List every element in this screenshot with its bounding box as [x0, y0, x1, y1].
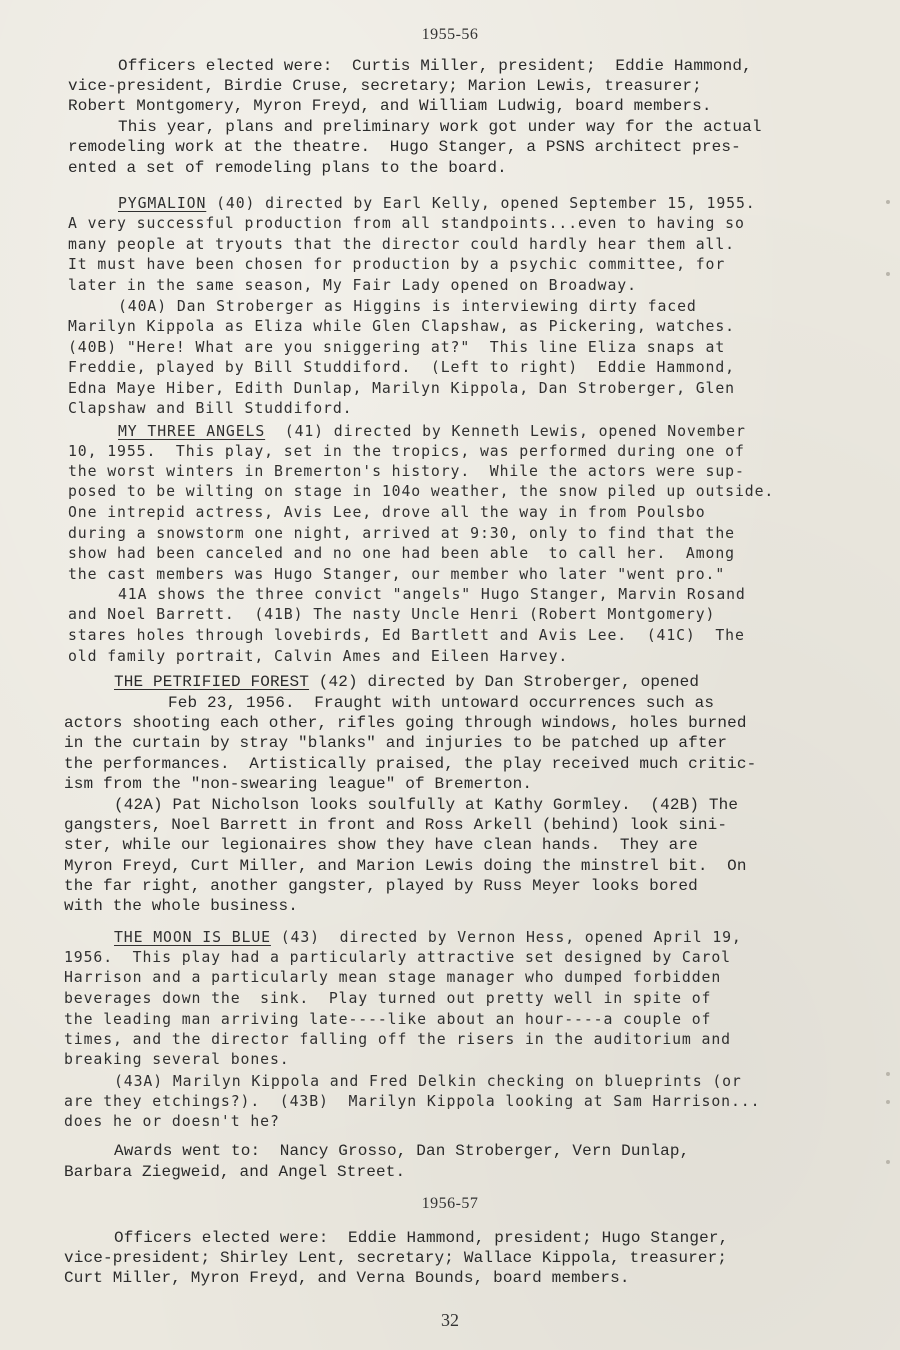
- text-line: (40B) "Here! What are you sniggering at?" This line Eliza snaps at: [68, 339, 726, 356]
- text-line: show had been canceled and no one had been able to call her. Among: [68, 545, 735, 562]
- play-title-my-three-angels: MY THREE ANGELS: [118, 423, 266, 440]
- text-line: Robert Montgomery, Myron Freyd, and William Ludwig, board members.: [68, 97, 712, 115]
- text-line: ism from the "non-swearing league" of Bremerton.: [64, 775, 533, 793]
- text-line: actors shooting each other, rifles going through windows, holes burned: [64, 714, 747, 732]
- text-line: One intrepid actress, Avis Lee, drove all the way in from Poulsbo: [68, 504, 706, 521]
- edge-mark: [886, 1160, 890, 1164]
- section-heading-1955-56: 1955-56: [421, 26, 479, 43]
- text-line: Marilyn Kippola as Eliza while Glen Clapshaw, as Pickering, watches.: [68, 318, 735, 335]
- text-line: Harrison and a particularly mean stage manager who dumped forbidden: [64, 969, 722, 986]
- text-line: the performances. Artistically praised, the play received much critic-: [64, 755, 757, 773]
- text-line: gangsters, Noel Barrett in front and Ross Arkell (behind) look sini-: [64, 816, 728, 834]
- section-heading-1956-57: 1956-57: [421, 1195, 479, 1212]
- text-line: Clapshaw and Bill Studdiford.: [68, 400, 353, 417]
- text-line: remodeling work at the theatre. Hugo Stanger, a PSNS architect pres-: [68, 138, 741, 156]
- text-line: with the whole business.: [64, 897, 299, 915]
- text-line: Awards went to: Nancy Grosso, Dan Stroberger, Vern Dunlap,: [114, 1142, 690, 1160]
- text-line: Freddie, played by Bill Studdiford. (Left to right) Eddie Hammond,: [68, 359, 735, 376]
- text-line: does he or doesn't he?: [64, 1113, 280, 1130]
- text-line: later in the same season, My Fair Lady opened on Broadway.: [68, 277, 637, 294]
- text-line: are they etchings?). (43B) Marilyn Kippola looking at Sam Harrison...: [64, 1093, 761, 1110]
- text-line: Edna Maye Hiber, Edith Dunlap, Marilyn Kippola, Dan Stroberger, Glen: [68, 380, 735, 397]
- text-line: vice-president; Shirley Lent, secretary; Wallace Kippola, treasurer;: [64, 1249, 728, 1267]
- edge-mark: [886, 200, 890, 204]
- text-line: posed to be wilting on stage in 104o weather, the snow piled up outside.: [68, 483, 775, 500]
- text-line: (40A) Dan Stroberger as Higgins is interviewing dirty faced: [118, 298, 697, 315]
- text-line: the leading man arriving late----like about an hour----a couple of: [64, 1011, 712, 1028]
- text-line: and Noel Barrett. (41B) The nasty Uncle Henri (Robert Montgomery): [68, 606, 716, 623]
- text-line: many people at tryouts that the director could hardly hear them all.: [68, 236, 735, 253]
- text-line: This year, plans and preliminary work got under way for the actual: [118, 118, 762, 136]
- text-line: Officers elected were: Eddie Hammond, president; Hugo Stanger,: [114, 1229, 729, 1247]
- text-line: Officers elected were: Curtis Miller, president; Eddie Hammond,: [118, 57, 752, 75]
- text-line: old family portrait, Calvin Ames and Eileen Harvey.: [68, 648, 569, 665]
- text-line: THE MOON IS BLUE (43) directed by Vernon Hess, opened April 19,: [114, 929, 742, 946]
- page-number: 32: [441, 1310, 459, 1330]
- text-line: Barbara Ziegweid, and Angel Street.: [64, 1163, 406, 1181]
- text-line: 1956. This play had a particularly attractive set designed by Carol: [64, 949, 731, 966]
- text-line: the worst winters in Bremerton's history. While the actors were sup-: [68, 463, 745, 480]
- play-title-the-moon-is-blue: THE MOON IS BLUE: [114, 929, 271, 946]
- text-line: Myron Freyd, Curt Miller, and Marion Lewis doing the minstrel bit. On: [64, 857, 747, 875]
- text-line: the far right, another gangster, played by Russ Meyer looks bored: [64, 877, 698, 895]
- text-line: MY THREE ANGELS (41) directed by Kenneth Lewis, opened November: [118, 423, 746, 440]
- text-line: PYGMALION (40) directed by Earl Kelly, opened September 15, 1955.: [118, 195, 756, 212]
- text-line: A very successful production from all standpoints...even to having so: [68, 215, 745, 232]
- text-line: (43A) Marilyn Kippola and Fred Delkin checking on blueprints (or: [114, 1073, 742, 1090]
- text-line: the cast members was Hugo Stanger, our member who later "went pro.": [68, 566, 726, 583]
- text-line: ented a set of remodeling plans to the board.: [68, 159, 507, 177]
- text-line: in the curtain by stray "blanks" and injuries to be patched up after: [64, 734, 728, 752]
- text-line: during a snowstorm one night, arrived at 9:30, only to find that the: [68, 525, 735, 542]
- text-line: THE PETRIFIED FOREST (42) directed by Dan Stroberger, opened: [114, 673, 700, 691]
- text-line: beverages down the sink. Play turned out pretty well in spite of: [64, 990, 712, 1007]
- text-line: 10, 1955. This play, set in the tropics, was performed during one of: [68, 443, 745, 460]
- text-line: ster, while our legionaires show they have clean hands. They are: [64, 836, 698, 854]
- play-title-the-petrified-forest: THE PETRIFIED FOREST: [114, 673, 310, 691]
- edge-mark: [886, 1100, 890, 1104]
- edge-mark: [886, 272, 890, 276]
- edge-mark: [886, 1072, 890, 1076]
- text-line: times, and the director falling off the risers in the auditorium and: [64, 1031, 731, 1048]
- text-line: Feb 23, 1956. Fraught with untoward occurrences such as: [168, 694, 715, 712]
- text-line: stares holes through lovebirds, Ed Bartlett and Avis Lee. (41C) The: [68, 627, 745, 644]
- text-line: vice-president, Birdie Cruse, secretary; Marion Lewis, treasurer;: [68, 77, 702, 95]
- play-title-pygmalion: PYGMALION: [118, 195, 207, 212]
- text-line: (42A) Pat Nicholson looks soulfully at Kathy Gormley. (42B) The: [114, 796, 739, 814]
- text-line: breaking several bones.: [64, 1051, 290, 1068]
- text-line: It must have been chosen for production by a psychic committee, for: [68, 256, 726, 273]
- text-line: 41A shows the three convict "angels" Hugo Stanger, Marvin Rosand: [118, 586, 746, 603]
- text-line: Curt Miller, Myron Freyd, and Verna Bounds, board members.: [64, 1269, 630, 1287]
